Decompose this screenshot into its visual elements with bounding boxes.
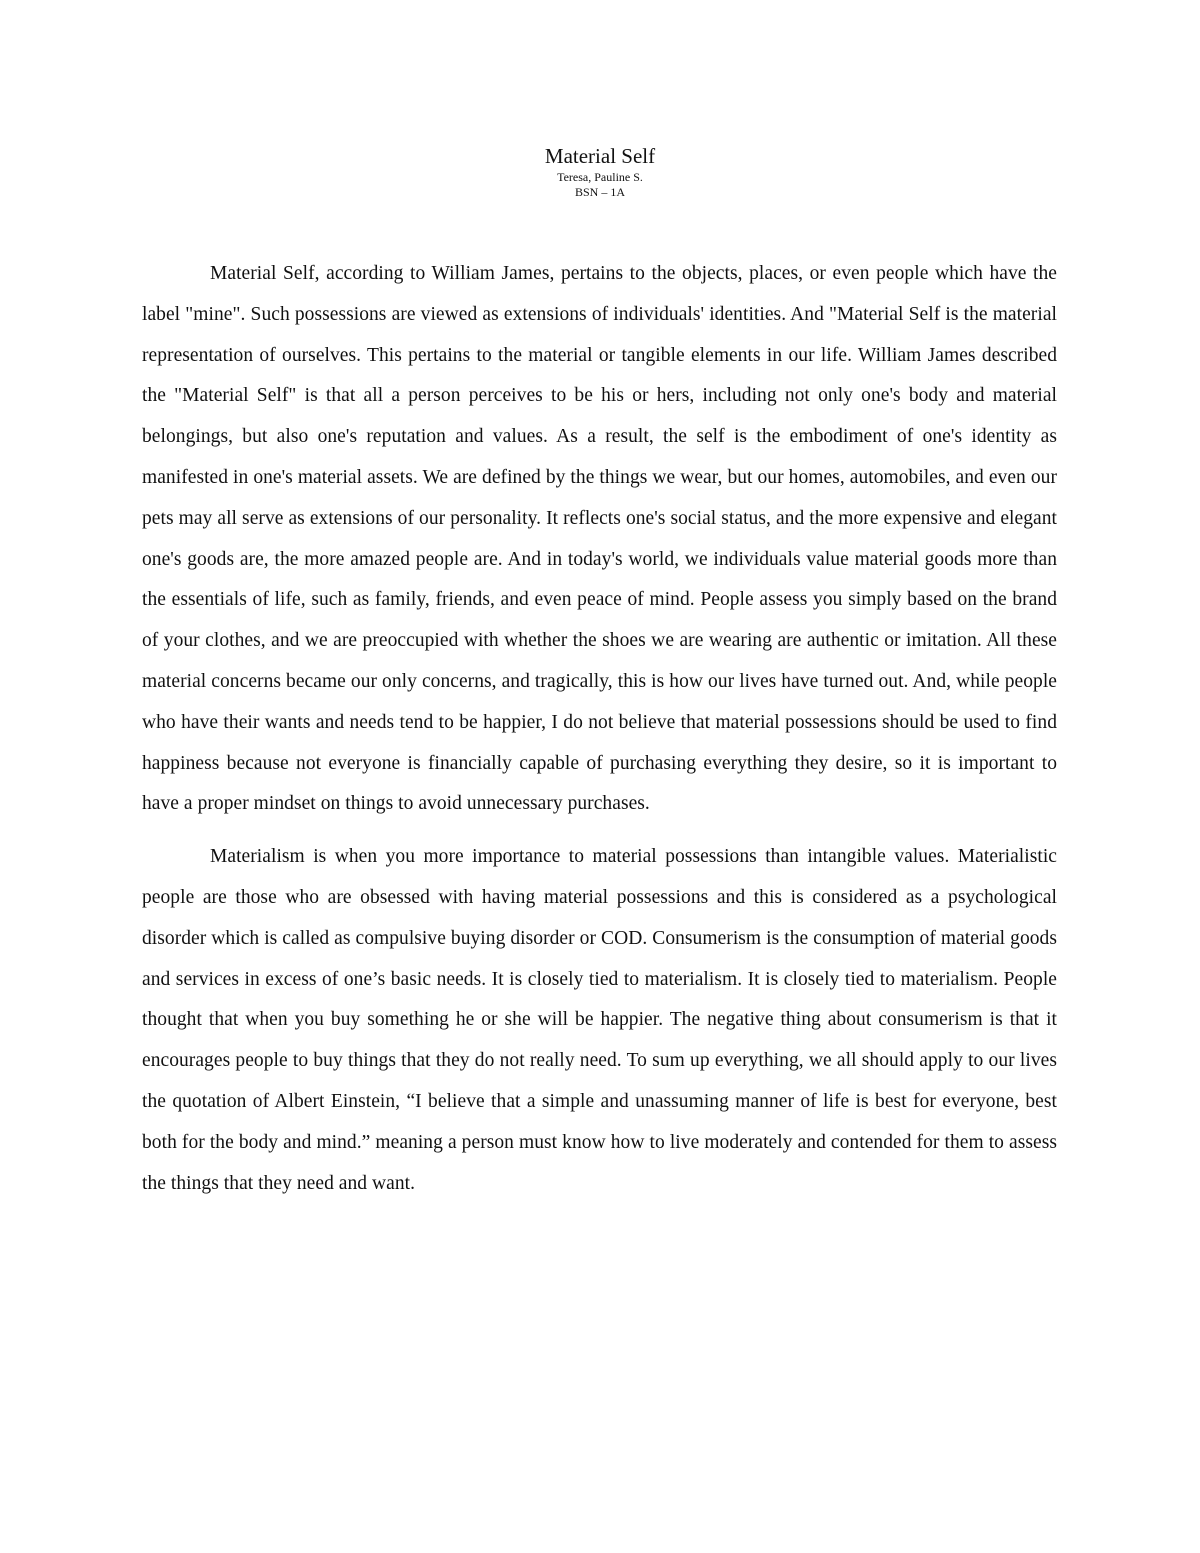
document-title: Material Self — [544, 144, 656, 168]
document-header — [0, 142, 1200, 200]
document-body — [142, 254, 1057, 1204]
paragraph-material-self: Material Self, according to William James, pertains to the objects, places, or even people which have the label "mine". Such possessions are viewed as extensions of individuals' identities. And "Material Self is the material representation of ourselves. This pertains to the material or tangible elements in our life. William James described the "Material Self" is that all a person perceives to be his or hers, including not only one's body and material belongings, but also one's reputation and values. As a result, the self is the embodiment of one's identity as manifested in one's material assets. We are defined by the things we wear, but our homes, automobiles, and even our pets may all serve as extensions of our personality. It reflects one's social status, and the more expensive and elegant one's goods are, the more amazed people are. And in today's world, we individuals value material goods more than the essentials of life, such as family, friends, and even peace of mind. People assess you simply based on the brand of your clothes, and we are preoccupied with whether the shoes we are wearing are authentic or imitation. All these material concerns became our only concerns, and tragically, this is how our lives have turned out. And, while people who have their wants and needs tend to be happier, I do not believe that material possessions should be used to find happiness because not everyone is financially capable of purchasing everything they desire, so it is important to have a proper mindset on things to avoid unnecessary purchases. — [142, 263, 1057, 815]
class-section: BSN – 1A — [574, 185, 625, 199]
paragraph-materialism: Materialism is when you more importance to material possessions than intangible values. Materialistic people are those who are obsessed with having material possessions and this is considered as a psychological disorder which is called as compulsive buying disorder or COD. Consumerism is the consumption of material goods and services in excess of one’s basic needs. It is closely tied to materialism. It is closely tied to materialism. People thought that when you buy something he or she will be happier. The negative thing about consumerism is that it encourages people to buy things that they do not really need. To sum up everything, we all should apply to our lives the quotation of Albert Einstein, “I believe that a simple and unassuming manner of life is best for everyone, best both for the body and mind.” meaning a person must know how to live moderately and contended for them to assess the things that they need and want. — [142, 846, 1057, 1194]
author-name: Teresa, Pauline S. — [557, 170, 643, 184]
